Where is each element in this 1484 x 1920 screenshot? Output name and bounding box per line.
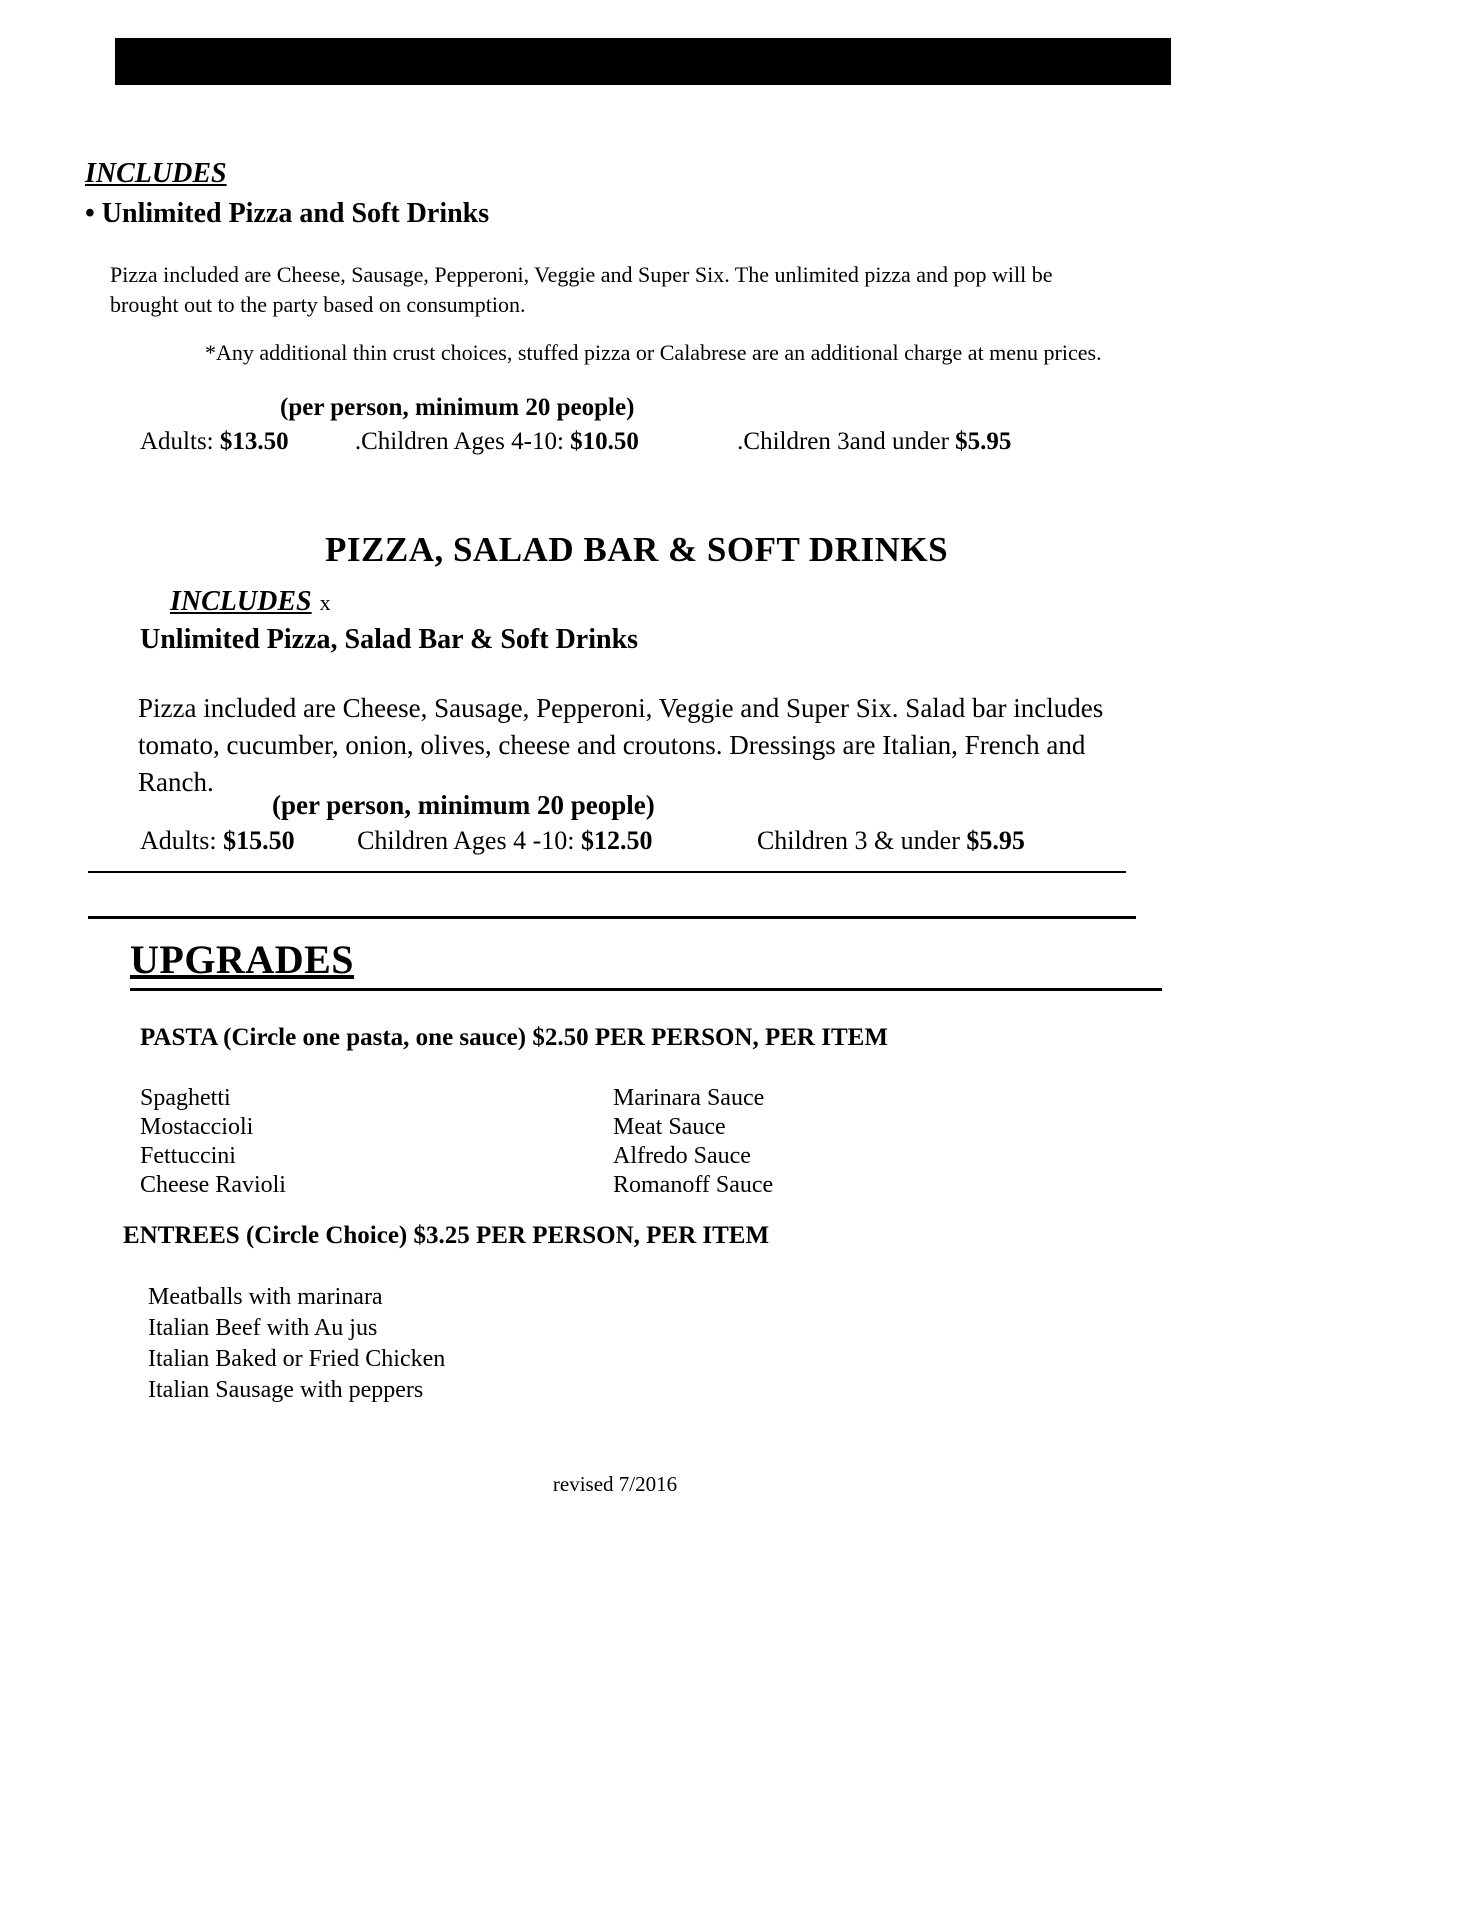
revision-footer: revised 7/2016 [552,1472,678,1496]
pizza-description-1: Pizza included are Cheese, Sausage, Pepperoni, Veggie and Super Six. The unlimited pizza and pop will be brought out to the party based on consumption. [110,262,1053,317]
pasta-item: Mostaccioli [140,1114,254,1140]
pricing-note-2: (per person, minimum 20 people) [272,790,655,820]
adults-price-1: $13.50 [219,428,289,455]
children-price-1: $10.50 [570,428,639,455]
unlimited-pizza-bullet: • Unlimited Pizza and Soft Drinks [85,198,490,229]
adults-price-2: $15.50 [223,826,295,855]
pasta-header: PASTA (Circle one pasta, one sauce) $2.50 PER PERSON, PER ITEM [140,1024,888,1051]
pizza-description-2: Pizza included are Cheese, Sausage, Pepperoni, Veggie and Super Six. Salad bar includes tomato, cucumber, onion, olives, cheese and croutons. Dressings are Italian, French and Ranch. [138,693,1104,797]
divider-line-top [88,871,1126,873]
includes-heading-2 [170,586,331,618]
entree-item: Italian Sausage with peppers [148,1377,424,1403]
pricing-note-1: (per person, minimum 20 people) [280,394,635,421]
toddler-label-1: .Children 3and under [737,428,956,455]
children-label-1: .Children Ages 4-10: [354,428,571,455]
x-mark: x [319,590,331,615]
additional-charge-note: *Any additional thin crust choices, stuffed pizza or Calabrese are an additional charge at menu prices. [205,340,1102,365]
entree-item: Italian Baked or Fried Chicken [148,1346,446,1372]
includes-heading-1: INCLUDES [85,158,227,189]
sauce-item: Romanoff Sauce [613,1172,774,1198]
upgrades-section-rule [130,936,1162,991]
children-price-2: $12.50 [580,826,653,855]
includes-word-2: INCLUDES [170,586,312,617]
pasta-item: Cheese Ravioli [140,1172,286,1198]
toddler-label-2: Children 3 & under [756,826,967,855]
sauce-item: Marinara Sauce [613,1085,765,1111]
entrees-header: ENTREES (Circle Choice) $3.25 PER PERSON, PER ITEM [123,1222,770,1249]
adults-label-2: Adults: [140,826,224,855]
toddler-price-1: $5.95 [955,428,1012,455]
divider-line-bottom [88,916,1136,919]
toddler-price-2: $5.95 [966,826,1025,855]
sauce-item: Alfredo Sauce [613,1143,751,1169]
entrees-list [148,1282,445,1406]
entree-item: Meatballs with marinara [148,1284,383,1310]
price-line-1 [140,428,1011,456]
unlimited-pizza-salad-subtitle: Unlimited Pizza, Salad Bar & Soft Drinks [140,624,639,655]
price-line-2 [140,826,1025,856]
upgrades-heading: UPGRADES [130,937,355,982]
pasta-item: Fettuccini [140,1143,236,1169]
pasta-list [140,1084,286,1200]
section-title-pizza-salad: PIZZA, SALAD BAR & SOFT DRINKS [325,530,949,569]
adults-label-1: Adults: [140,428,220,455]
pasta-item: Spaghetti [140,1085,231,1111]
sauce-list [613,1084,773,1200]
redacted-header-bar [115,38,1171,85]
entree-item: Italian Beef with Au jus [148,1315,378,1341]
children-label-2: Children Ages 4 -10: [357,826,581,855]
sauce-item: Meat Sauce [613,1114,726,1140]
